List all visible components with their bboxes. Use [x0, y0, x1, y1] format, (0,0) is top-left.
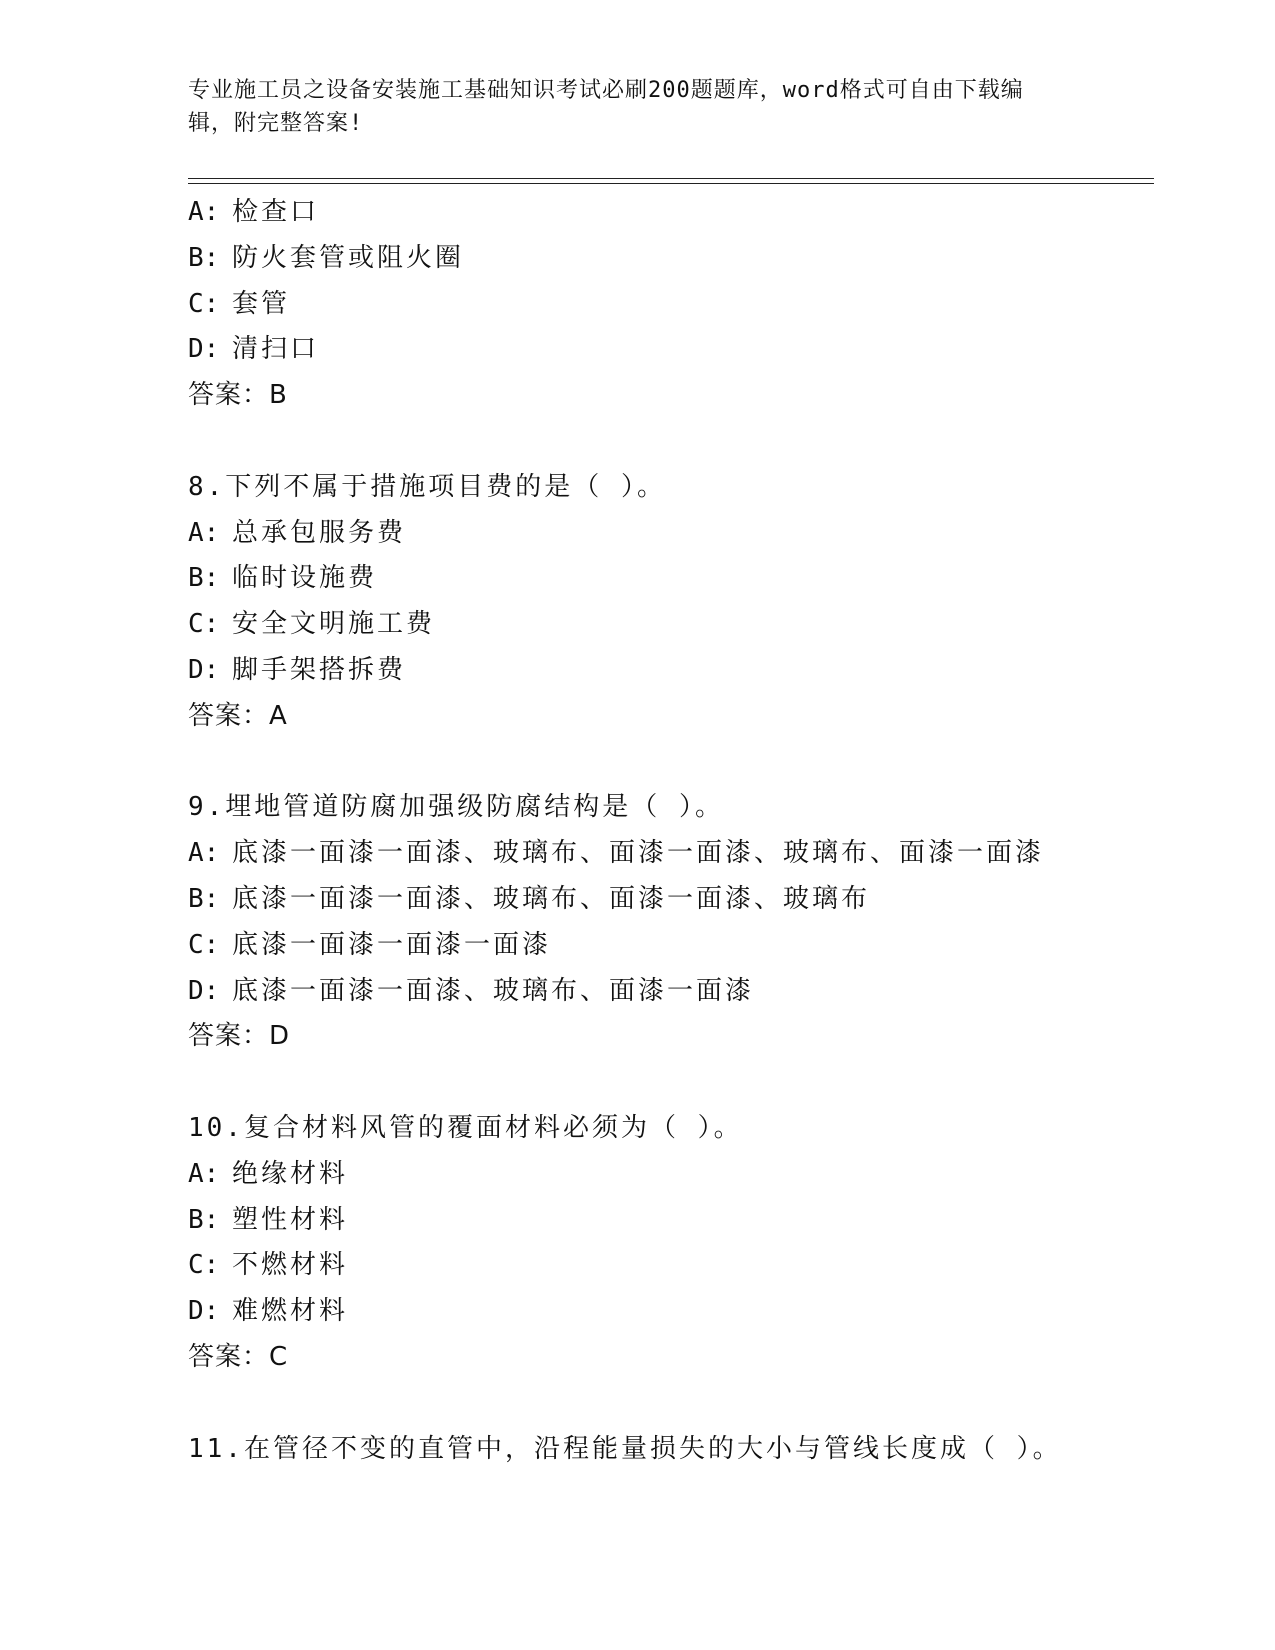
option-d — [188, 969, 1154, 1015]
option-text: 底漆一面漆一面漆一面漆 — [232, 929, 552, 960]
question-stem: 8.下列不属于措施项目费的是（ ）。 — [188, 471, 666, 502]
answer-line: 答案：A — [188, 700, 288, 731]
option-text: 底漆一面漆一面漆、玻璃布、面漆一面漆 — [232, 975, 755, 1006]
option-text: 脚手架搭拆费 — [232, 654, 407, 685]
answer-line: 答案：D — [188, 1021, 291, 1052]
option-a — [188, 831, 1154, 877]
option-letter: D: — [188, 975, 220, 1006]
option-text: 底漆一面漆一面漆、玻璃布、面漆一面漆、玻璃布 — [232, 883, 871, 914]
option-letter: B: — [188, 883, 220, 914]
option-d — [188, 648, 1154, 694]
question-11 — [188, 1427, 1154, 1473]
header-rule-top — [188, 178, 1154, 179]
option-letter: C: — [188, 609, 220, 640]
option-letter: B: — [188, 563, 220, 594]
question-list — [188, 190, 1154, 1472]
option-text: 难燃材料 — [232, 1296, 349, 1327]
option-c — [188, 923, 1154, 969]
spacer — [188, 1060, 1154, 1106]
spacer — [188, 419, 1154, 465]
question-stem: 10.复合材料风管的覆面材料必须为（ ）。 — [188, 1112, 743, 1143]
option-text: 绝缘材料 — [232, 1158, 349, 1189]
option-letter: C: — [188, 288, 220, 319]
spacer — [188, 1381, 1154, 1427]
option-letter: A: — [188, 838, 220, 869]
option-text: 塑性材料 — [232, 1204, 349, 1235]
option-letter: D: — [188, 334, 220, 365]
option-c — [188, 1243, 1154, 1289]
option-text: 临时设施费 — [232, 563, 378, 594]
answer-line: 答案：C — [188, 1341, 289, 1372]
option-text: 套管 — [232, 288, 291, 319]
option-letter: D: — [188, 1296, 220, 1327]
option-b — [188, 236, 1154, 282]
option-b — [188, 1198, 1154, 1244]
option-letter: D: — [188, 654, 220, 685]
option-a — [188, 511, 1154, 557]
question-stem: 11.在管径不变的直管中，沿程能量损失的大小与管线长度成（ ）。 — [188, 1433, 1062, 1464]
option-letter: A: — [188, 1158, 220, 1189]
option-a — [188, 1152, 1154, 1198]
question-10 — [188, 1106, 1154, 1381]
option-text: 安全文明施工费 — [232, 609, 436, 640]
option-d — [188, 1289, 1154, 1335]
answer-line: 答案：B — [188, 380, 288, 411]
option-letter: A: — [188, 197, 220, 227]
question-9 — [188, 785, 1154, 1060]
header-rule-bottom — [188, 183, 1154, 184]
spacer — [188, 740, 1154, 786]
option-text: 检查口 — [232, 197, 320, 227]
option-letter: C: — [188, 929, 220, 960]
option-a — [188, 190, 1154, 236]
option-letter: A: — [188, 517, 220, 548]
option-c — [188, 602, 1154, 648]
option-text: 底漆一面漆一面漆、玻璃布、面漆一面漆、玻璃布、面漆一面漆 — [232, 838, 1045, 869]
option-text: 清扫口 — [232, 334, 320, 365]
option-letter: B: — [188, 242, 220, 273]
option-letter: B: — [188, 1204, 220, 1235]
option-b — [188, 877, 1154, 923]
option-c — [188, 282, 1154, 328]
option-b — [188, 556, 1154, 602]
document-title: 专业施工员之设备安装施工基础知识考试必刷200题题库，word格式可自由下载编辑，附完整答案! — [188, 78, 1024, 136]
option-text: 总承包服务费 — [232, 517, 407, 548]
question-7-continued — [188, 190, 1154, 419]
option-letter: C: — [188, 1250, 220, 1281]
option-text: 不燃材料 — [232, 1250, 349, 1281]
option-d — [188, 327, 1154, 373]
option-text: 防火套管或阻火圈 — [232, 242, 465, 273]
question-8 — [188, 465, 1154, 740]
question-stem: 9.埋地管道防腐加强级防腐结构是（ ）。 — [188, 792, 724, 823]
